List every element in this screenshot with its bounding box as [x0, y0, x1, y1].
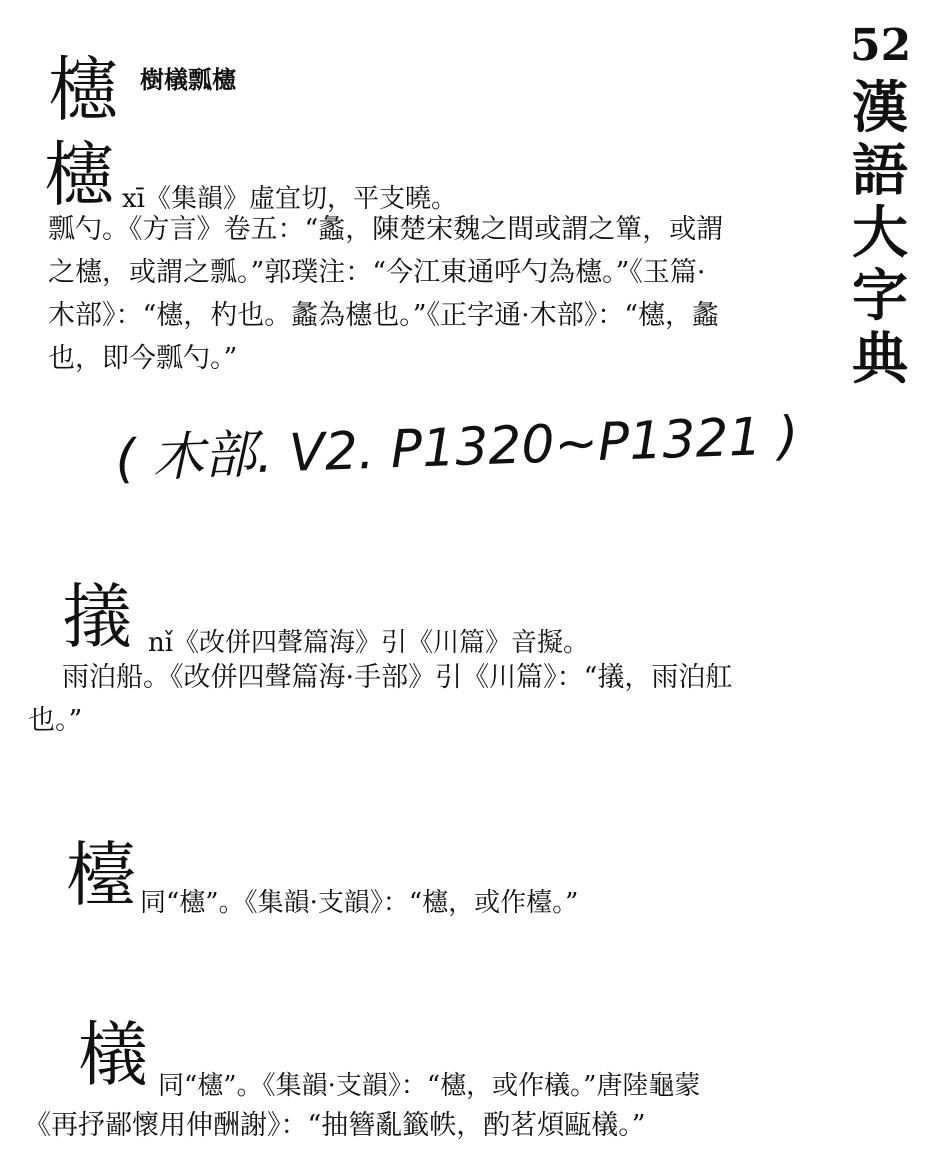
entry1-variant-forms: 樹檥瓢櫶 [140, 65, 236, 94]
page-number: 52 [850, 20, 912, 71]
entry3-text: 同“櫶”。《集韻·支韻》：“櫶，或作檯。” [140, 888, 579, 918]
entry4-line-2: 《再抒鄙懷用伸酬謝》：“抽簪亂籤帙，酌茗煩甌檥。” [24, 1110, 646, 1141]
entry4-text: 同“櫶”。《集韻·支韻》：“櫶，或作檥。”唐陸龜蒙 [158, 1071, 701, 1101]
spine-char-2: 語 [852, 137, 908, 204]
entry4-headword: 檥 [78, 1014, 148, 1096]
entry1-variant-head: 櫶 [48, 49, 118, 131]
entry2-line-2: 也。” [28, 705, 83, 736]
entry1-line-1: 瓢勺。《方言》卷五：“蠡，陳楚宋魏之間或謂之簞，或謂 [48, 214, 724, 245]
spine-char-5: 典 [852, 325, 908, 392]
entry2-headword: 㩘 [62, 576, 132, 658]
handwritten-note: ( 木部. V2. P1320~P1321 ) [114, 406, 800, 490]
entry1-pronunciation: xī《集韻》虛宜切，平支曉。 [122, 184, 457, 214]
entry2-line-1: 雨泊船。《改併四聲篇海·手部》引《川篇》：“㩘，雨泊舡 [62, 662, 733, 693]
entry1-line-2: 之櫶，或謂之瓢。”郭璞注：“今江東通呼勺為櫶。”《玉篇· [48, 257, 706, 288]
entry1-line-4: 也，即今瓢勺。” [48, 343, 238, 374]
entry1-line-3: 木部》：“櫶，杓也。蠡為櫶也。”《正字通·木部》：“櫶，蠡 [48, 300, 719, 331]
entry2-pronunciation: nǐ《改併四聲篇海》引《川篇》音擬。 [148, 628, 590, 658]
entry1-headword: 櫶 [44, 134, 114, 216]
entry3-headword: 檯 [66, 834, 136, 916]
book-spine-title [850, 20, 910, 391]
spine-char-4: 字 [852, 263, 908, 330]
spine-char-3: 大 [852, 200, 908, 267]
spine-char-1: 漢 [852, 75, 908, 141]
